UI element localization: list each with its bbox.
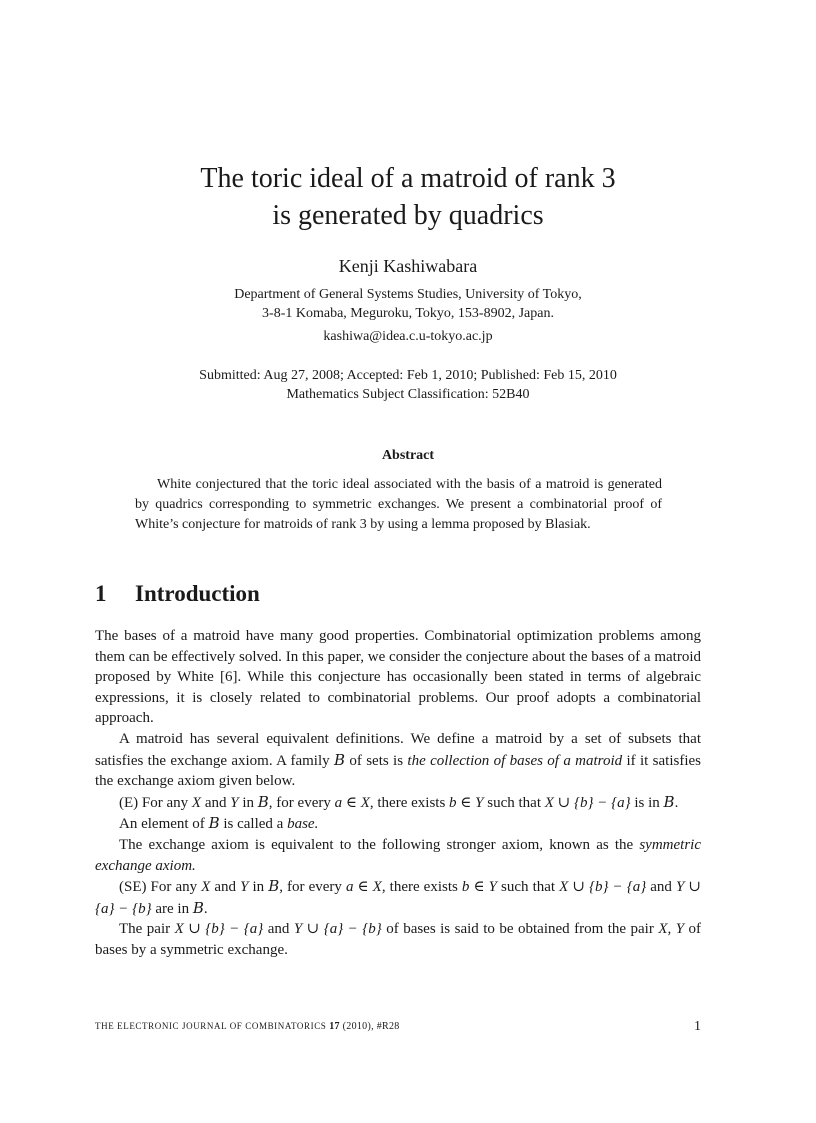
page-number: 1: [694, 1019, 701, 1034]
affiliation: [0, 285, 816, 323]
body-text: [95, 626, 701, 961]
page-footer: [95, 1021, 701, 1032]
title-line-1: The toric ideal of a matroid of rank 3: [200, 163, 616, 194]
section-heading: [95, 581, 260, 607]
paragraph-2: A matroid has several equivalent definitions. We define a matroid by a set of subsets that satisfies the exchange axiom. A family B of sets is the collection of bases of a matroid if it satisfies the exchange axiom given below.: [95, 730, 702, 790]
publication-info: [0, 366, 816, 404]
paragraph-1: The bases of a matroid have many good properties. Combinatorial optimization problems among them can be effectively solved. In this paper, we consider the conjecture about the bases of a matroid proposed by White [6]. While this conjecture has occasionally been stated in terms of algebraic expressions, it is closely related to combinatorial problems. Our proof adopts a combinatorial approach.: [95, 628, 701, 727]
footer-volume: 17: [329, 1021, 340, 1032]
footer-issue: (2010), #R28: [342, 1021, 400, 1032]
abstract-text: White conjectured that the toric ideal associated with the basis of a matroid is generated by quadrics corresponding to symmetric exchanges. We present a combinatorial proof of White’s conjecture for matroids of rank 3 by using a lemma proposed by Blasiak.: [135, 477, 662, 532]
affiliation-line-1: Department of General Systems Studies, University of Tokyo,: [234, 287, 582, 302]
paragraph-base-definition: An element of B is called a base.: [119, 814, 319, 833]
title-line-2: is generated by quadrics: [272, 200, 544, 231]
author-name: Kenji Kashiwabara: [338, 256, 478, 276]
section-number: 1: [95, 581, 107, 606]
publication-dates: Submitted: Aug 27, 2008; Accepted: Feb 1, 2010; Published: Feb 15, 2010: [199, 368, 617, 383]
footer-journal-name: THE ELECTRONIC JOURNAL OF COMBINATORICS: [95, 1021, 327, 1031]
paper-title: [0, 160, 816, 234]
abstract-heading: Abstract: [381, 448, 435, 463]
section-title: Introduction: [135, 581, 260, 606]
author-email[interactable]: kashiwa@idea.c.u-tokyo.ac.jp: [323, 329, 493, 344]
subject-classification: Mathematics Subject Classification: 52B40: [286, 387, 530, 402]
paragraph-stronger-axiom: The exchange axiom is equivalent to the following stronger axiom, known as the symmetric exchange axiom.: [95, 836, 701, 874]
paragraph-symmetric-exchange-axiom: (SE) For any X and Y in B, for every a ∈ X, there exists b ∈ Y such that X ∪ {b} − {a} and Y ∪ {a} − {b} are in B.: [95, 877, 701, 917]
paragraph-exchange-axiom: (E) For any X and Y in B, for every a ∈ X, there exists b ∈ Y such that X ∪ {b} − {a} is in B.: [119, 792, 679, 811]
paragraph-symmetric-exchange-pair: The pair X ∪ {b} − {a} and Y ∪ {a} − {b} of bases is said to be obtained from the pair X, Y of bases by a symmetric exchange.: [95, 921, 701, 958]
affiliation-line-2: 3-8-1 Komaba, Meguroku, Tokyo, 153-8902, Japan.: [262, 306, 554, 321]
